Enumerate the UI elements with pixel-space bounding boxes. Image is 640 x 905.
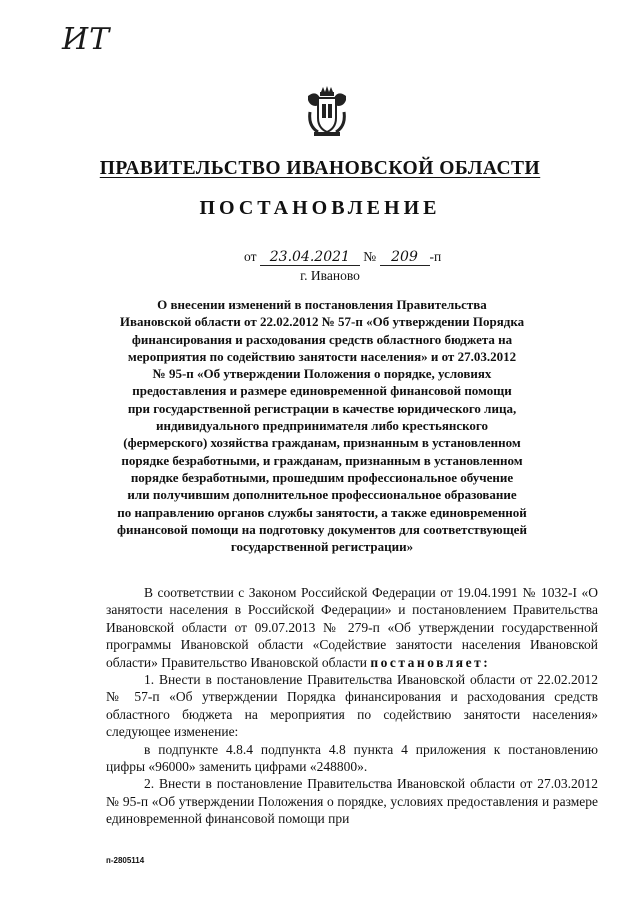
subject-line: по направлению органов службы занятости, а также единовременной (117, 504, 527, 520)
subject-line: или получившим дополнительное профессиональное образование (127, 487, 517, 503)
subject-line: порядке безработными, прошедшим профессиональное обучение (130, 469, 514, 485)
government-title-text: ПРАВИТЕЛЬСТВО ИВАНОВСКОЙ ОБЛАСТИ (99, 158, 541, 179)
subject-line: № 95-п «Об утверждении Положения о порядке, условиях (152, 366, 492, 382)
subject-line: предоставления и размере единовременной финансовой помощи (132, 383, 512, 399)
intro-text: В соответствии с Законом Российской Федерации от 19.04.1991 № 1032-I «О занятости населения в Российской Федерации» и постановлением Правительства Ивановской области от 09.07.2013 № 279-п «Об утверждении государственной программы Ивановской области «Содействие занятости населения Ивановской области» Правительство Ивановской области (106, 585, 598, 670)
coat-of-arms-icon (302, 82, 352, 138)
item-1-sub-paragraph: в подпункте 4.8.4 подпункта 4.8 пункта 4 приложения к постановлению цифры «96000» заменить цифрами «248800». (106, 741, 598, 775)
document-type: ПОСТАНОВЛЕНИЕ (199, 197, 441, 219)
subject-line: О внесении изменений в постановления Правительства (157, 297, 487, 312)
subject-line: государственной регистрации» (230, 539, 414, 555)
subject-line: финансирования и расходования средств областного бюджета на (131, 331, 513, 347)
footer-code: п-2805114 (106, 856, 145, 865)
subject-line: (фермерского) хозяйства гражданам, признанным в установленном (123, 435, 521, 451)
number-suffix: -п (429, 249, 442, 264)
date-value: 23.04.2021 (260, 250, 360, 266)
city: г. Иваново (300, 268, 360, 283)
date-prefix: от (244, 249, 257, 264)
government-title (0, 158, 640, 180)
subject-line: Ивановской области от 22.02.2012 № 57-п «Об утверждении Порядка (119, 314, 525, 330)
subject-line: мероприятия по содействию занятости населения» и от 27.03.2012 (127, 348, 517, 364)
number-value: 209 (380, 250, 430, 266)
item-1-paragraph: 1. Внести в постановление Правительства Ивановской области от 22.02.2012 № 57-п «Об утверждении Порядка финансирования и расходования средств областного бюджета на мероприятия по содействию занятости населения» следующее изменение: (106, 672, 598, 740)
number-sign: № (363, 249, 377, 264)
date-number-line (244, 249, 464, 266)
decree-word: постановляет: (370, 654, 491, 670)
subject-line: при государственной регистрации в качестве юридического лица, (127, 400, 517, 416)
subject-line: порядке безработными, и гражданам, признанным в установленном (121, 452, 523, 468)
subject-line: индивидуального предпринимателя либо крестьянского (155, 418, 489, 434)
subject-line: финансовой помощи на подготовку документов для соответствующей (117, 521, 527, 537)
subject-heading (92, 296, 552, 555)
intro-paragraph (106, 584, 598, 671)
item-2-paragraph: 2. Внести в постановление Правительства Ивановской области от 27.03.2012 № 95-п «Об утверждении Положения о порядке, условиях предоставления и размере единовременной финансовой помощи при (106, 776, 598, 827)
document-body (106, 584, 598, 828)
handwritten-mark: ИТ (62, 22, 111, 57)
